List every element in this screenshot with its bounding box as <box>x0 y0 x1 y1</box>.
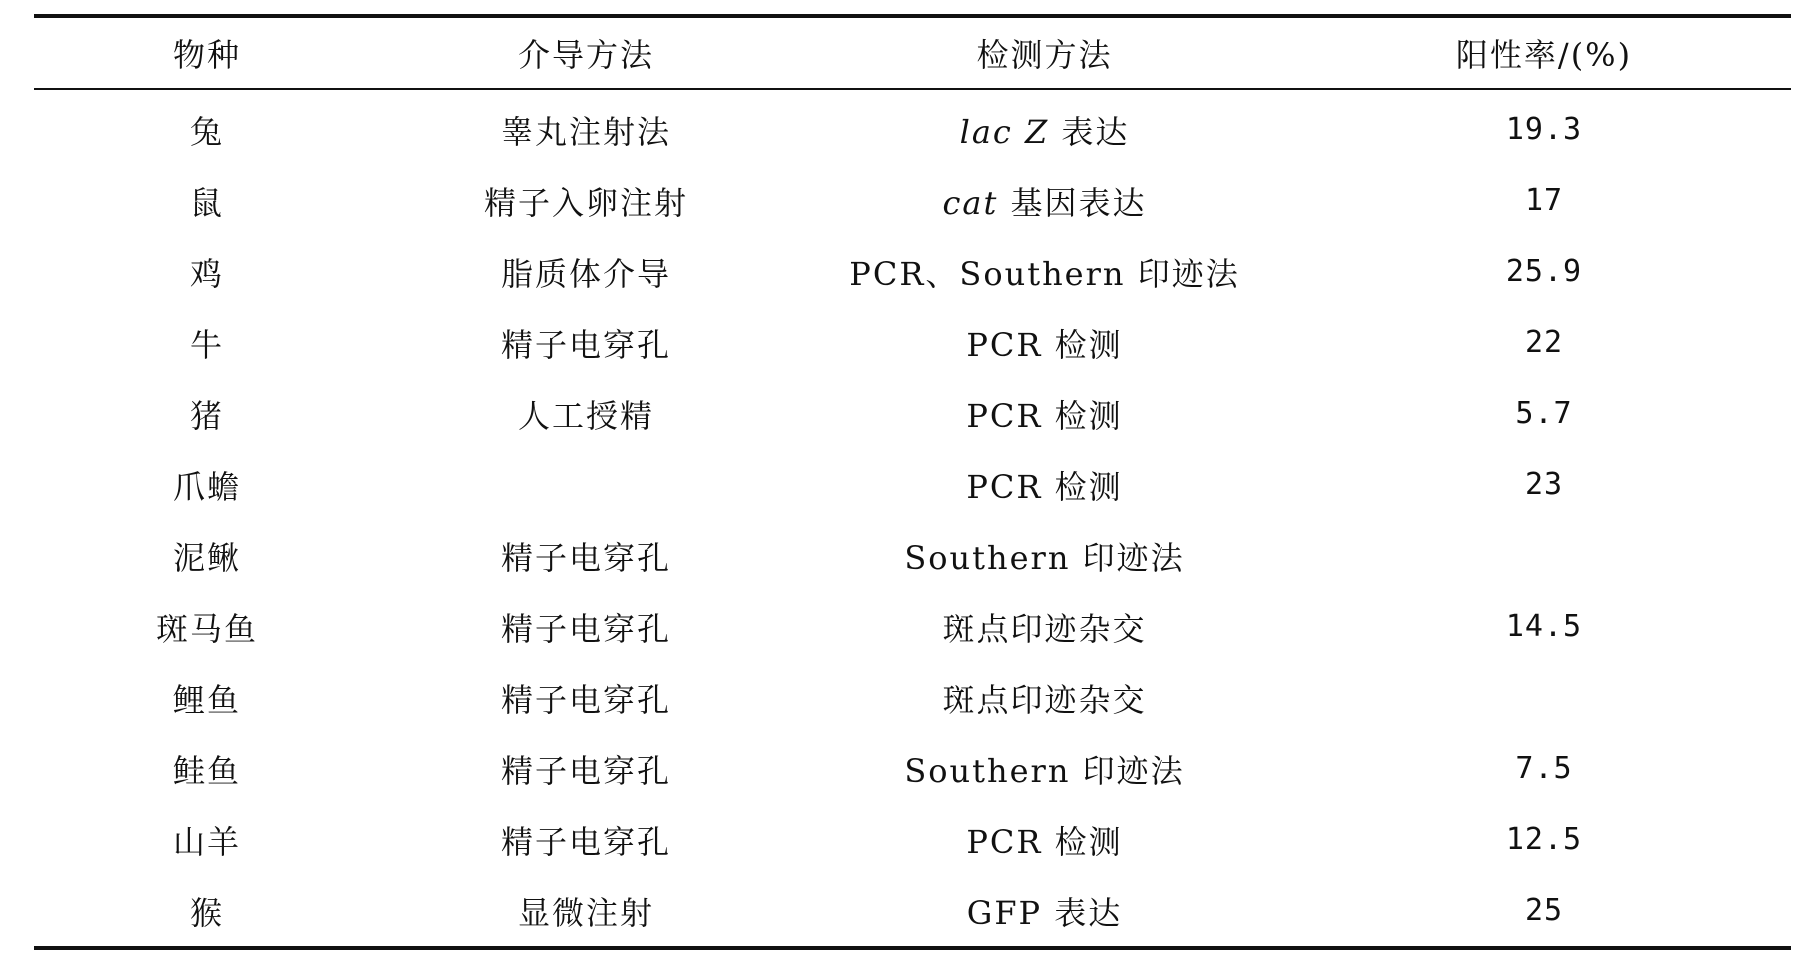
cell-detection <box>792 449 1297 520</box>
cell-species: 鲑鱼 <box>172 751 241 790</box>
cell-method: 精子电穿孔 <box>500 325 671 364</box>
cell-rate: 23 <box>1524 467 1564 502</box>
cell-rate: 25 <box>1524 893 1564 928</box>
cell-method: 精子电穿孔 <box>500 538 671 577</box>
cell-rate: 12.5 <box>1505 822 1583 857</box>
cell-species: 山羊 <box>172 822 241 861</box>
cell-species: 猴 <box>189 893 224 932</box>
cell-species: 泥鳅 <box>172 538 241 577</box>
cell-detection <box>792 804 1297 875</box>
detection-text: 基因表达 <box>998 183 1147 222</box>
detection-gene-name: cat <box>942 183 999 222</box>
data-table-body <box>34 90 1791 946</box>
cell-species: 斑马鱼 <box>155 609 258 648</box>
cell-method: 精子入卵注射 <box>483 183 688 222</box>
detection-gene-name: lac Z <box>959 112 1050 151</box>
table-row <box>34 307 1791 378</box>
data-table <box>34 18 1791 88</box>
cell-rate: 19.3 <box>1505 112 1583 147</box>
detection-text: PCR、Southern 印迹法 <box>849 254 1240 293</box>
cell-detection <box>792 236 1297 307</box>
cell-detection <box>792 733 1297 804</box>
cell-detection <box>792 520 1297 591</box>
table-row <box>34 236 1791 307</box>
detection-text: PCR 检测 <box>966 467 1123 506</box>
cell-species: 兔 <box>189 112 224 151</box>
cell-detection <box>792 307 1297 378</box>
detection-text: 表达 <box>1049 112 1130 151</box>
table-row <box>34 378 1791 449</box>
table-row <box>34 875 1791 946</box>
detection-text: 斑点印迹杂交 <box>942 609 1147 648</box>
cell-rate: 7.5 <box>1515 751 1573 786</box>
cell-species: 鲤鱼 <box>172 680 241 719</box>
cell-rate: 25.9 <box>1505 254 1583 289</box>
table-row <box>34 804 1791 875</box>
header-method: 介导方法 <box>517 36 654 74</box>
table-row <box>34 449 1791 520</box>
cell-method: 精子电穿孔 <box>500 751 671 790</box>
bottom-rule <box>34 946 1791 950</box>
cell-method: 睾丸注射法 <box>500 112 671 151</box>
cell-method <box>380 449 792 520</box>
cell-species: 牛 <box>189 325 224 364</box>
table-row <box>34 520 1791 591</box>
cell-detection <box>792 90 1297 165</box>
detection-text: PCR 检测 <box>966 822 1123 861</box>
detection-text: 斑点印迹杂交 <box>942 680 1147 719</box>
cell-rate: 14.5 <box>1505 609 1583 644</box>
cell-detection <box>792 875 1297 946</box>
cell-method: 精子电穿孔 <box>500 680 671 719</box>
header-species: 物种 <box>172 36 241 74</box>
cell-rate <box>1297 662 1791 733</box>
cell-method: 显微注射 <box>517 893 654 932</box>
cell-species: 猪 <box>189 396 224 435</box>
header-rate: 阳性率/(%) <box>1455 36 1633 74</box>
results-table <box>34 14 1791 950</box>
cell-rate <box>1297 520 1791 591</box>
cell-rate: 17 <box>1524 183 1564 218</box>
detection-text: Southern 印迹法 <box>904 538 1185 577</box>
cell-method: 人工授精 <box>517 396 654 435</box>
table-row <box>34 662 1791 733</box>
detection-text: Southern 印迹法 <box>904 751 1185 790</box>
cell-species: 爪蟾 <box>172 467 241 506</box>
detection-text: PCR 检测 <box>966 396 1123 435</box>
cell-detection <box>792 662 1297 733</box>
table-row <box>34 733 1791 804</box>
header-row <box>34 18 1791 88</box>
cell-method: 精子电穿孔 <box>500 609 671 648</box>
cell-detection <box>792 378 1297 449</box>
table-row <box>34 165 1791 236</box>
table-row <box>34 591 1791 662</box>
cell-detection <box>792 165 1297 236</box>
detection-text: GFP 表达 <box>966 893 1123 932</box>
header-detection: 检测方法 <box>976 36 1113 74</box>
cell-species: 鸡 <box>189 254 224 293</box>
cell-detection <box>792 591 1297 662</box>
table-row <box>34 90 1791 165</box>
cell-rate: 22 <box>1524 325 1564 360</box>
detection-text: PCR 检测 <box>966 325 1123 364</box>
cell-method: 脂质体介导 <box>500 254 671 293</box>
cell-method: 精子电穿孔 <box>500 822 671 861</box>
cell-species: 鼠 <box>189 183 224 222</box>
cell-rate: 5.7 <box>1515 396 1573 431</box>
